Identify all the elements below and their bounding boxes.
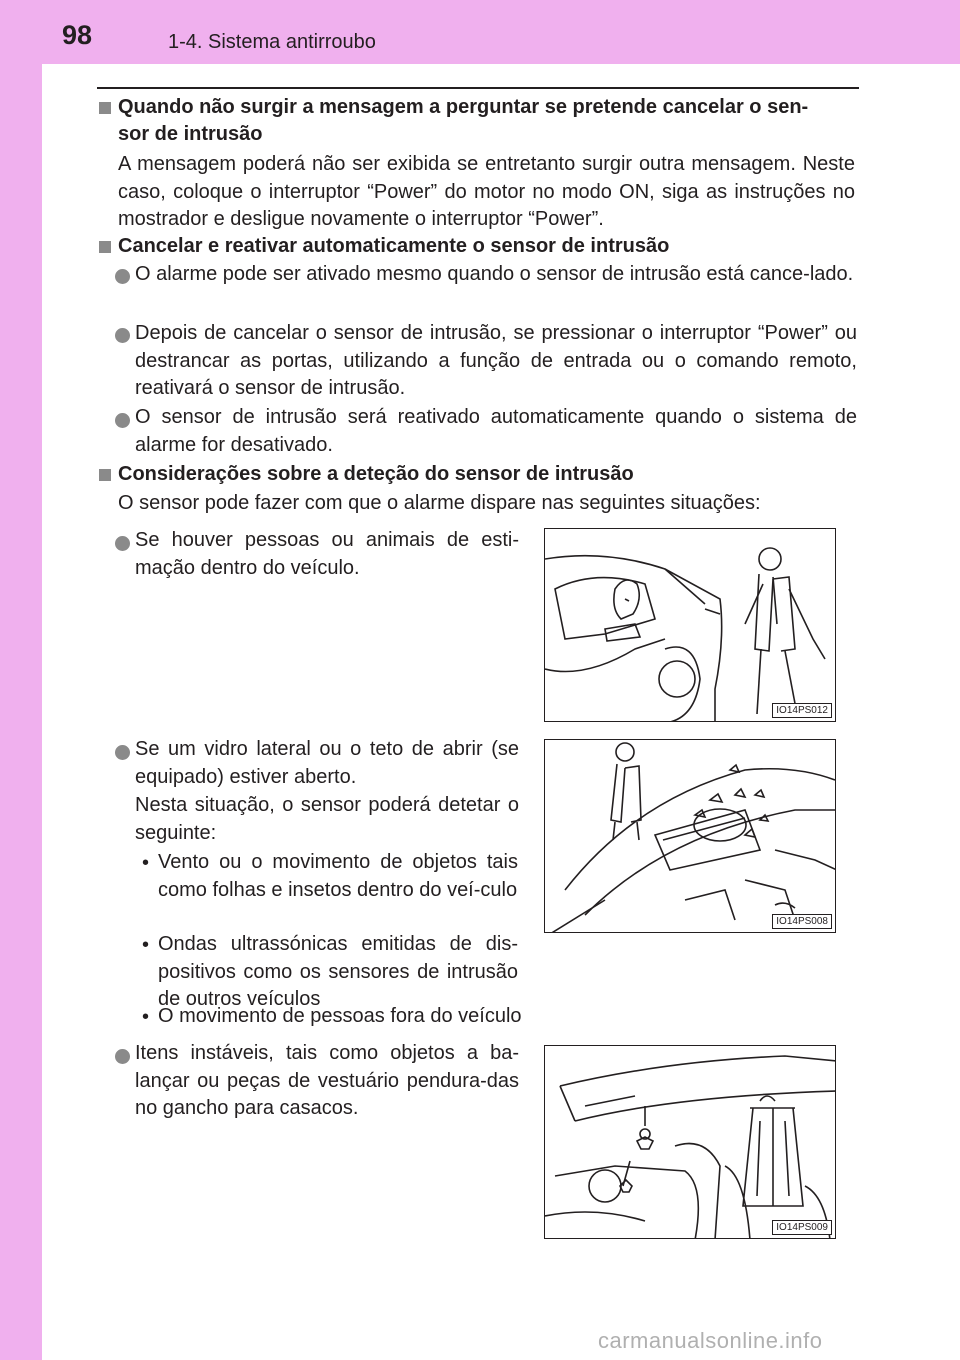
round-bullet-icon xyxy=(115,745,130,760)
figure-code: IO14PS009 xyxy=(772,1220,832,1235)
square-bullet-icon xyxy=(99,241,111,253)
figure-coat-hook xyxy=(544,1045,836,1239)
header-rule xyxy=(97,87,859,89)
figure-code: IO14PS012 xyxy=(772,703,832,718)
page-number: 98 xyxy=(62,20,93,50)
section-1-heading-line-1: Quando não surgir a mensagem a perguntar se pretende cancelar o sen- xyxy=(118,96,809,118)
round-bullet-icon xyxy=(115,269,130,284)
section-2-bullet-2: Depois de cancelar o sensor de intrusão, se pressionar o interruptor “Power” ou destrancar as portas, utilizando a função de entrada ou o comando remoto, reativará o sensor de intrusão. xyxy=(135,322,857,399)
section-1-body: A mensagem poderá não ser exibida se entretanto surgir outra mensagem. Neste caso, coloque o interruptor “Power” do motor no modo ON, siga as instruções no mostrador e desligue novamente o interruptor “Power”. xyxy=(118,153,855,230)
bullet-dot: • xyxy=(142,934,150,956)
section-2-bullet-1: O alarme pode ser ativado mesmo quando o sensor de intrusão está cance-lado. xyxy=(135,263,854,285)
bullet-dot: • xyxy=(142,852,150,874)
round-bullet-icon xyxy=(115,328,130,343)
header-band xyxy=(0,0,960,64)
section-3-item-3: Itens instáveis, tais como objetos a ba-lançar ou peças de vestuário pendura-das no gancho para casacos. xyxy=(135,1042,519,1119)
round-bullet-icon xyxy=(115,1049,130,1064)
section-3-subitem-2: Ondas ultrassónicas emitidas de dis-positivos como os sensores de intrusão de outros veículos xyxy=(158,933,518,1010)
round-bullet-icon xyxy=(115,413,130,428)
section-3-subitem-3: O movimento de pessoas fora do veículo xyxy=(158,1005,522,1027)
section-title: 1-4. Sistema antirroubo xyxy=(168,31,376,53)
section-2-bullet-3: O sensor de intrusão será reativado automaticamente quando o sistema de alarme for desativado. xyxy=(135,406,857,456)
section-3-item-1: Se houver pessoas ou animais de esti-mação dentro do veículo. xyxy=(135,529,519,579)
square-bullet-icon xyxy=(99,102,111,114)
section-3-item-2: Se um vidro lateral ou o teto de abrir (se equipado) estiver aberto. xyxy=(135,738,519,788)
open-roof-leaves-icon xyxy=(545,740,836,933)
round-bullet-icon xyxy=(115,536,130,551)
section-3-subitem-1: Vento ou o movimento de objetos tais como folhas e insetos dentro do veí-culo xyxy=(158,851,518,901)
section-1-heading-line-2: sor de intrusão xyxy=(118,123,263,145)
side-tab-strip xyxy=(0,0,42,1360)
section-2-heading: Cancelar e reativar automaticamente o sensor de intrusão xyxy=(118,235,670,257)
square-bullet-icon xyxy=(99,469,111,481)
section-3-intro: O sensor pode fazer com que o alarme dispare nas seguintes situações: xyxy=(118,492,761,514)
section-3-heading: Considerações sobre a deteção do sensor de intrusão xyxy=(118,463,634,485)
figure-dog-in-car xyxy=(544,528,836,722)
dog-in-car-icon xyxy=(545,529,836,722)
figure-code: IO14PS008 xyxy=(772,914,832,929)
coat-hook-interior-icon xyxy=(545,1046,836,1239)
section-3-item-2-note: Nesta situação, o sensor poderá detetar o seguinte: xyxy=(135,794,519,844)
bullet-dot: • xyxy=(142,1006,150,1028)
watermark: carmanualsonline.info xyxy=(598,1328,823,1353)
figure-open-roof xyxy=(544,739,836,933)
